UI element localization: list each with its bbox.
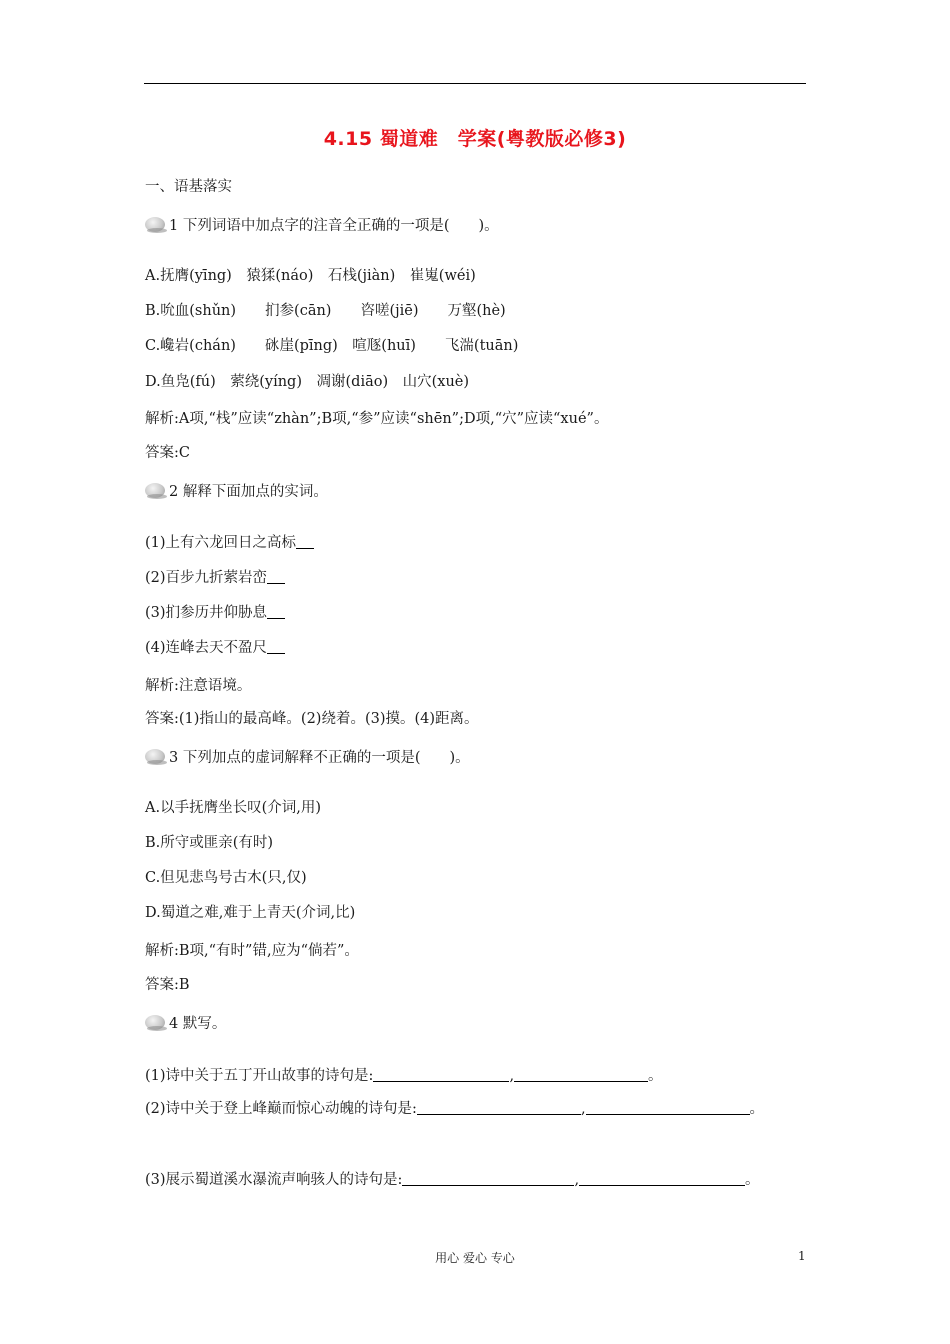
question-bullet-icon bbox=[145, 749, 167, 765]
q2-answer: 答案:(1)指山的最高峰。(2)绕着。(3)摸。(4)距离。 bbox=[145, 711, 479, 727]
page-number: 1 bbox=[798, 1249, 806, 1263]
q3-option-b: B.所守或匪亲(有时) bbox=[145, 835, 274, 851]
q4-item-1: (1)诗中关于五丁开山故事的诗句是: , 。 bbox=[145, 1068, 663, 1084]
q3-option-d: D.蜀道之难,难于上青天(介词,比) bbox=[145, 905, 356, 921]
answer-blank[interactable] bbox=[586, 1100, 750, 1115]
q4-item-2: (2)诗中关于登上峰巅而惊心动魄的诗句是: , 。 bbox=[145, 1101, 765, 1117]
answer-blank[interactable] bbox=[267, 604, 285, 619]
answer-blank[interactable] bbox=[402, 1171, 574, 1186]
question-bullet-icon bbox=[145, 217, 167, 233]
q4-item-3: (3)展示蜀道溪水瀑流声响骇人的诗句是: , 。 bbox=[145, 1172, 760, 1188]
question-4-stem: 4 默写。 bbox=[145, 1014, 226, 1034]
q1-option-a: A.抚膺(yīng) 猿猱(náo) 石栈(jiàn) 崔嵬(wéi) bbox=[145, 268, 476, 284]
q2-item-3: (3)扪参历井仰胁息 bbox=[145, 603, 285, 623]
answer-blank[interactable] bbox=[373, 1067, 509, 1082]
q2-item-2: (2)百步九折萦岩峦 bbox=[145, 568, 285, 588]
q1-answer: 答案:C bbox=[145, 445, 190, 461]
header-rule bbox=[144, 83, 806, 84]
document-title: 4.15 蜀道难 学案(粤教版必修3) bbox=[323, 128, 627, 150]
q2-analysis: 解析:注意语境。 bbox=[145, 678, 252, 694]
question-2-stem: 2 解释下面加点的实词。 bbox=[145, 482, 328, 502]
q1-option-d: D.鱼凫(fú) 萦绕(yíng) 凋谢(diāo) 山穴(xuè) bbox=[145, 374, 470, 390]
q3-option-c: C.但见悲鸟号古木(只,仅) bbox=[145, 870, 307, 886]
section-heading: 一、语基落实 bbox=[145, 179, 232, 195]
answer-blank[interactable] bbox=[296, 534, 314, 549]
q3-option-a: A.以手抚膺坐长叹(介词,用) bbox=[145, 800, 322, 816]
question-3-stem: 3 下列加点的虚词解释不正确的一项是( )。 bbox=[145, 748, 470, 768]
answer-blank[interactable] bbox=[514, 1067, 648, 1082]
question-bullet-icon bbox=[145, 483, 167, 499]
q1-option-b: B.吮血(shǔn) 扪参(cān) 咨嗟(jiē) 万壑(hè) bbox=[145, 303, 506, 319]
answer-blank[interactable] bbox=[417, 1100, 581, 1115]
q2-item-4: (4)连峰去天不盈尺 bbox=[145, 638, 285, 658]
answer-blank[interactable] bbox=[579, 1171, 745, 1186]
question-bullet-icon bbox=[145, 1015, 167, 1031]
q3-analysis: 解析:B项,“有时”错,应为“倘若”。 bbox=[145, 943, 359, 959]
page-footer: 用心 爱心 专心 bbox=[435, 1251, 515, 1265]
q1-option-c: C.巉岩(chán) 砯崖(pīng) 喧豗(huī) 飞湍(tuān) bbox=[145, 338, 519, 354]
answer-blank[interactable] bbox=[267, 569, 285, 584]
q1-analysis: 解析:A项,“栈”应读“zhàn”;B项,“参”应读“shēn”;D项,“穴”应读“xué”。 bbox=[145, 411, 609, 427]
answer-blank[interactable] bbox=[267, 639, 285, 654]
question-1-stem: 1 下列词语中加点字的注音全正确的一项是( )。 bbox=[145, 216, 499, 236]
q3-answer: 答案:B bbox=[145, 977, 190, 993]
q2-item-1: (1)上有六龙回日之高标 bbox=[145, 533, 314, 553]
